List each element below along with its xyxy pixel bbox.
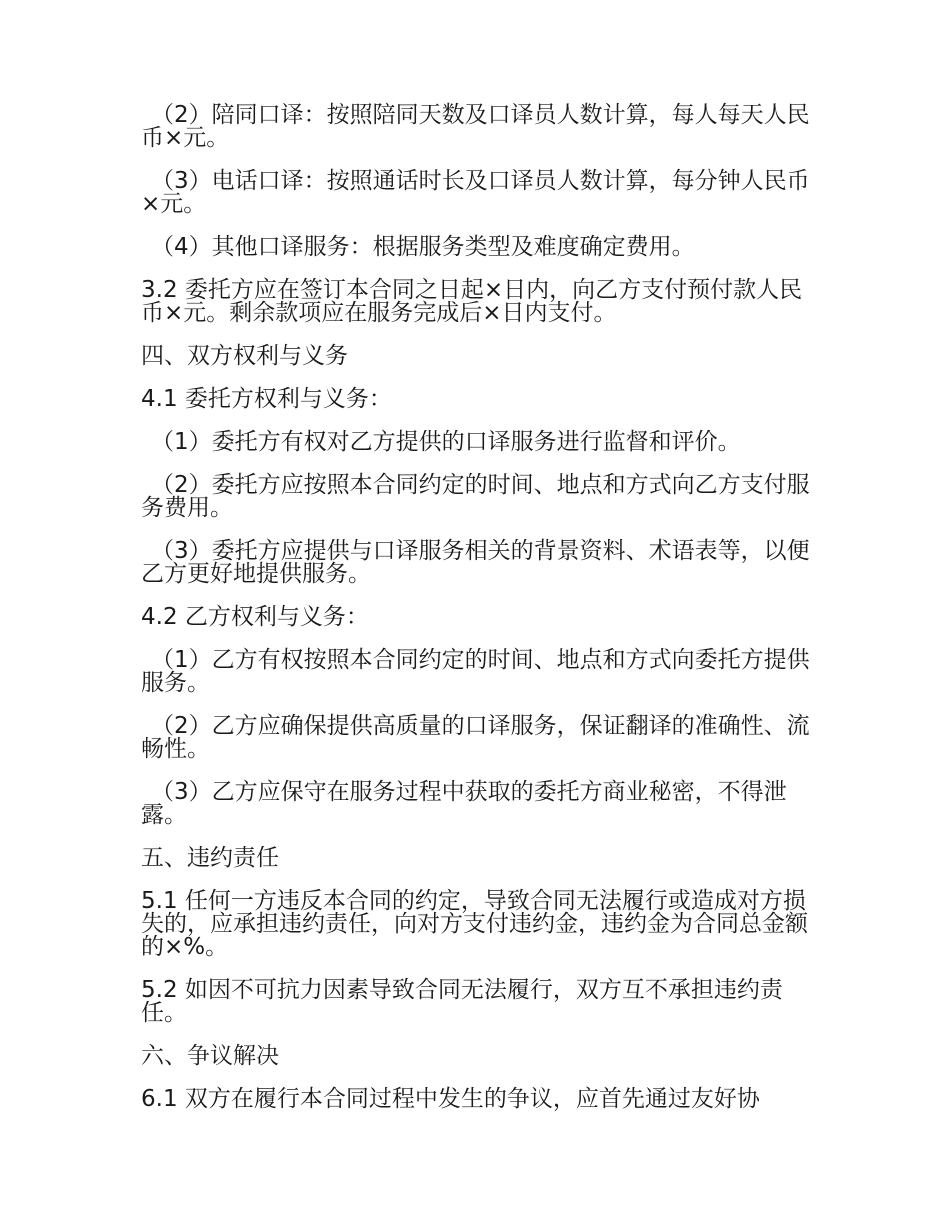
clause-4-2-item-2: （2）乙方应确保提供高质量的口译服务，保证翻译的准确性、流畅性。 xyxy=(141,713,810,762)
clause-6-1-dispute-resolution: 6.1 双方在履行本合同过程中发生的争议，应首先通过友好协 xyxy=(141,1086,760,1112)
clause-4-1-item-1: （1）委托方有权对乙方提供的口译服务进行监督和评价。 xyxy=(151,429,741,455)
clause-4-1-client-rights: 4.1 委托方权利与义务： xyxy=(141,386,392,412)
section-heading-6-dispute: 六、争议解决 xyxy=(141,1043,279,1069)
section-heading-5-liability: 五、违约责任 xyxy=(141,845,279,871)
clause-3-2-payment: 3.2 委托方应在签订本合同之日起×日内，向乙方支付预付款人民币×元。剩余款项应在服务完成后×日内支付。 xyxy=(141,277,803,326)
paragraph-3-phone-interpretation: （3）电话口译：按照通话时长及口译员人数计算，每分钟人民币×元。 xyxy=(141,168,810,217)
document-body xyxy=(141,104,813,1131)
clause-4-2-item-3: （3）乙方应保守在服务过程中获取的委托方商业秘密，不得泄露。 xyxy=(141,779,787,828)
clause-5-2-force-majeure: 5.2 如因不可抗力因素导致合同无法履行，双方互不承担违约责任。 xyxy=(141,977,783,1026)
clause-4-2-item-1: （1）乙方有权按照本合同约定的时间、地点和方式向委托方提供服务。 xyxy=(141,647,810,696)
paragraph-2-accompany-interpretation: （2）陪同口译：按照陪同天数及口译员人数计算，每人每天人民币×元。 xyxy=(141,102,810,151)
paragraph-4-other-services: （4）其他口译服务：根据服务类型及难度确定费用。 xyxy=(151,234,695,260)
clause-5-1-breach: 5.1 任何一方违反本合同的约定，导致合同无法履行或造成对方损失的，应承担违约责任，向对方支付违约金，违约金为合同总金额的×%。 xyxy=(141,888,808,960)
clause-4-2-party-b-rights: 4.2 乙方权利与义务： xyxy=(141,604,369,630)
section-heading-4-rights-obligations: 四、双方权利与义务 xyxy=(141,343,348,369)
clause-4-1-item-2: （2）委托方应按照本合同约定的时间、地点和方式向乙方支付服务费用。 xyxy=(141,472,810,521)
clause-4-1-item-3: （3）委托方应提供与口译服务相关的背景资料、术语表等，以便乙方更好地提供服务。 xyxy=(141,538,810,587)
